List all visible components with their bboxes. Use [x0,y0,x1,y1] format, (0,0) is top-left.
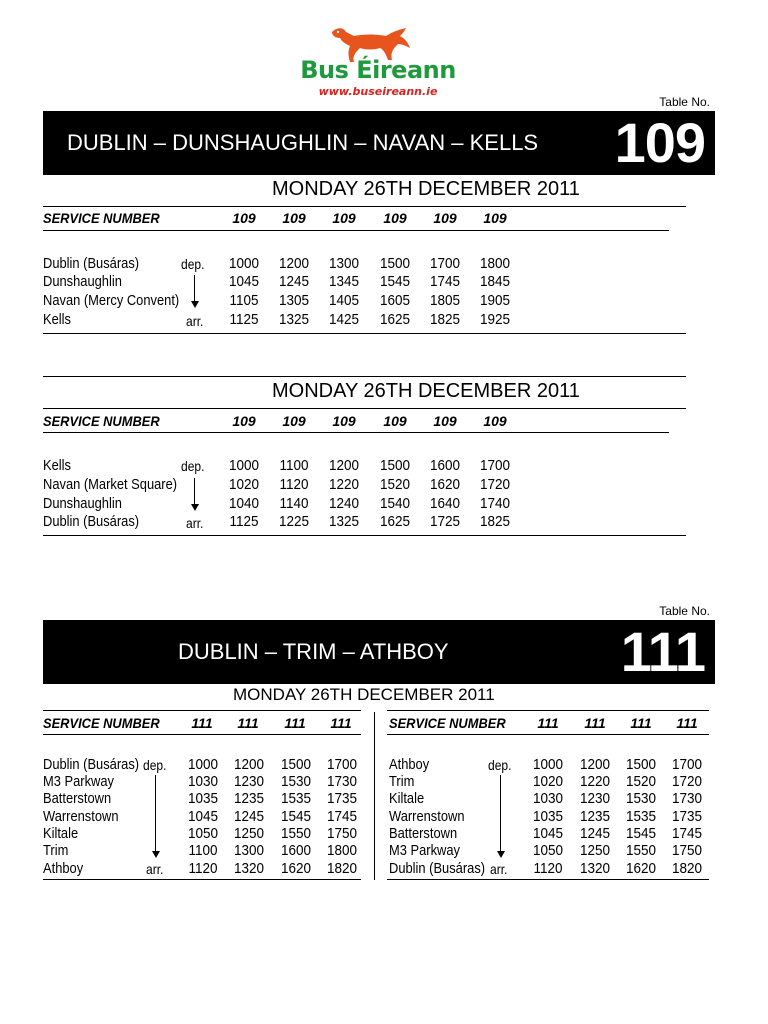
divider [387,879,709,880]
time-cell: 1625 [379,513,411,530]
dep-label: dep. [181,458,205,474]
divider [43,535,686,536]
section-date: MONDAY 26TH DECEMBER 2011 [272,380,580,402]
time-cell: 1030 [187,773,219,790]
time-cell: 1825 [479,513,511,530]
service-number-label: SERVICE NUMBER [389,715,506,731]
time-cell: 1050 [532,842,564,859]
down-arrow-icon [194,275,195,306]
time-cell: 1140 [279,495,309,512]
time-cell: 1050 [187,825,219,842]
time-cell: 1545 [379,273,411,290]
service-number: 109 [483,210,507,226]
column-divider [374,712,375,880]
time-cell: 1000 [228,457,260,474]
stop-name: Batterstown [389,825,458,842]
arr-label: arr. [186,515,204,531]
time-cell: 1605 [379,292,411,309]
time-cell: 1800 [479,255,511,272]
time-cell: 1620 [625,860,657,877]
time-cell: 1245 [278,273,310,290]
time-cell: 1545 [280,808,312,825]
service-number: 111 [584,715,606,731]
time-cell: 1320 [233,860,265,877]
time-cell: 1125 [229,513,259,530]
time-cell: 1235 [579,808,611,825]
service-number-label: SERVICE NUMBER [43,715,160,731]
table-number: 109 [614,111,705,174]
service-number: 109 [433,210,457,226]
time-cell: 1300 [233,842,265,859]
time-cell: 1230 [233,773,265,790]
stop-name: Dunshaughlin [43,273,122,290]
service-number: 109 [332,413,356,429]
time-cell: 1425 [328,311,360,328]
time-cell: 1325 [328,513,360,530]
time-cell: 1725 [429,513,461,530]
service-number-label: SERVICE NUMBER [43,413,160,429]
service-number: 109 [332,210,356,226]
time-cell: 1745 [326,808,358,825]
stop-name: Kiltale [43,825,79,842]
time-cell: 1745 [671,825,703,842]
stop-name: Trim [43,842,69,859]
stop-name: M3 Parkway [43,773,114,790]
service-number: 111 [191,715,213,731]
time-cell: 1240 [328,495,360,512]
stop-name: M3 Parkway [389,842,460,859]
time-cell: 1620 [280,860,312,877]
time-cell: 1805 [429,292,461,309]
stop-name: Kells [43,457,71,474]
time-cell: 1120 [533,860,563,877]
divider [387,734,709,735]
time-cell: 1200 [579,756,611,773]
time-cell: 1045 [532,825,564,842]
time-cell: 1120 [188,860,218,877]
stop-name: Warrenstown [43,808,119,825]
time-cell: 1500 [379,255,411,272]
divider [43,333,686,334]
time-cell: 1320 [579,860,611,877]
service-number: 109 [383,210,407,226]
time-cell: 1500 [379,457,411,474]
time-cell: 1700 [479,457,511,474]
time-cell: 1220 [579,773,611,790]
arr-label: arr. [146,861,164,877]
time-cell: 1600 [280,842,312,859]
time-cell: 1535 [625,808,657,825]
time-cell: 1750 [326,825,358,842]
time-cell: 1000 [228,255,260,272]
stop-name: Dublin (Busáras) [43,255,140,272]
time-cell: 1520 [625,773,657,790]
divider [43,230,669,231]
time-cell: 1325 [278,311,310,328]
time-cell: 1905 [479,292,511,309]
divider [43,408,686,409]
time-cell: 1125 [229,311,259,328]
time-cell: 1740 [479,495,511,512]
time-cell: 1530 [280,773,312,790]
time-cell: 1405 [328,292,360,309]
time-cell: 1030 [532,790,564,807]
time-cell: 1345 [328,273,360,290]
time-cell: 1000 [532,756,564,773]
time-cell: 1100 [279,457,309,474]
stop-name: Batterstown [43,790,112,807]
time-cell: 1800 [326,842,358,859]
time-cell: 1020 [532,773,564,790]
service-number: 109 [232,413,256,429]
stop-name: Dublin (Busáras) [43,756,140,773]
service-number: 109 [282,413,306,429]
time-cell: 1845 [479,273,511,290]
time-cell: 1200 [233,756,265,773]
time-cell: 1640 [429,495,461,512]
time-cell: 1750 [671,842,703,859]
stop-name: Navan (Market Square) [43,476,178,493]
stop-name: Athboy [389,756,430,773]
divider [43,206,686,207]
stop-name: Athboy [43,860,84,877]
divider [43,376,686,377]
service-number: 111 [284,715,306,731]
time-cell: 1105 [229,292,259,309]
route-banner-109 [43,111,715,175]
time-cell: 1230 [579,790,611,807]
time-cell: 1700 [671,756,703,773]
time-cell: 1250 [579,842,611,859]
service-number: 111 [330,715,352,731]
time-cell: 1540 [379,495,411,512]
time-cell: 1500 [280,756,312,773]
time-cell: 1620 [429,476,461,493]
divider [43,432,669,433]
time-cell: 1100 [188,842,218,859]
service-number-label: SERVICE NUMBER [43,210,160,226]
time-cell: 1045 [187,808,219,825]
dep-label: dep. [143,757,167,773]
stop-name: Navan (Mercy Convent) [43,292,180,309]
time-cell: 1245 [579,825,611,842]
time-cell: 1535 [280,790,312,807]
time-cell: 1730 [671,790,703,807]
time-cell: 1720 [479,476,511,493]
dep-label: dep. [181,256,205,272]
route-title: DUBLIN – TRIM – ATHBOY [178,639,449,664]
time-cell: 1625 [379,311,411,328]
time-cell: 1600 [429,457,461,474]
service-number: 109 [282,210,306,226]
table-no-label: Table No. [659,604,710,618]
down-arrow-icon [500,775,501,856]
time-cell: 1235 [233,790,265,807]
stop-name: Dublin (Busáras) [389,860,486,877]
down-arrow-icon [155,775,156,856]
time-cell: 1220 [328,476,360,493]
time-cell: 1820 [671,860,703,877]
time-cell: 1120 [279,476,309,493]
time-cell: 1735 [671,808,703,825]
time-cell: 1000 [187,756,219,773]
service-number: 109 [433,413,457,429]
dep-label: dep. [488,757,512,773]
time-cell: 1825 [429,311,461,328]
time-cell: 1245 [233,808,265,825]
service-number: 109 [383,413,407,429]
time-cell: 1250 [233,825,265,842]
stop-name: Warrenstown [389,808,465,825]
service-number: 109 [232,210,256,226]
section-date: MONDAY 26TH DECEMBER 2011 [233,685,495,704]
time-cell: 1700 [429,255,461,272]
down-arrow-icon [194,478,195,509]
time-cell: 1550 [280,825,312,842]
stop-name: Trim [389,773,415,790]
time-cell: 1040 [228,495,260,512]
service-number: 111 [676,715,698,731]
arr-label: arr. [186,313,204,329]
divider [43,879,361,880]
service-number: 109 [483,413,507,429]
time-cell: 1305 [278,292,310,309]
stop-name: Dunshaughlin [43,495,122,512]
time-cell: 1735 [326,790,358,807]
time-cell: 1730 [326,773,358,790]
time-cell: 1200 [278,255,310,272]
section-date: MONDAY 26TH DECEMBER 2011 [272,178,580,200]
stop-name: Dublin (Busáras) [43,513,140,530]
route-title: DUBLIN – DUNSHAUGHLIN – NAVAN – KELLS [67,130,539,155]
time-cell: 1520 [379,476,411,493]
service-number: 111 [237,715,259,731]
stop-name: Kells [43,311,71,328]
time-cell: 1530 [625,790,657,807]
divider [43,710,361,711]
time-cell: 1035 [187,790,219,807]
table-number: 111 [620,620,705,683]
divider [43,734,361,735]
time-cell: 1545 [625,825,657,842]
time-cell: 1925 [479,311,511,328]
time-cell: 1550 [625,842,657,859]
time-cell: 1820 [326,860,358,877]
time-cell: 1225 [278,513,310,530]
service-number: 111 [630,715,652,731]
table-no-label: Table No. [659,95,710,109]
time-cell: 1720 [671,773,703,790]
stop-name: Kiltale [389,790,425,807]
brand-name: Bus Éireann [300,56,456,84]
time-cell: 1035 [532,808,564,825]
arr-label: arr. [490,861,508,877]
time-cell: 1200 [328,457,360,474]
time-cell: 1300 [328,255,360,272]
time-cell: 1020 [228,476,260,493]
time-cell: 1045 [228,273,260,290]
route-banner-111 [43,620,715,684]
time-cell: 1745 [429,273,461,290]
divider [387,710,709,711]
service-number: 111 [537,715,559,731]
time-cell: 1700 [326,756,358,773]
brand-url[interactable]: www.buseireann.ie [318,85,438,98]
time-cell: 1500 [625,756,657,773]
